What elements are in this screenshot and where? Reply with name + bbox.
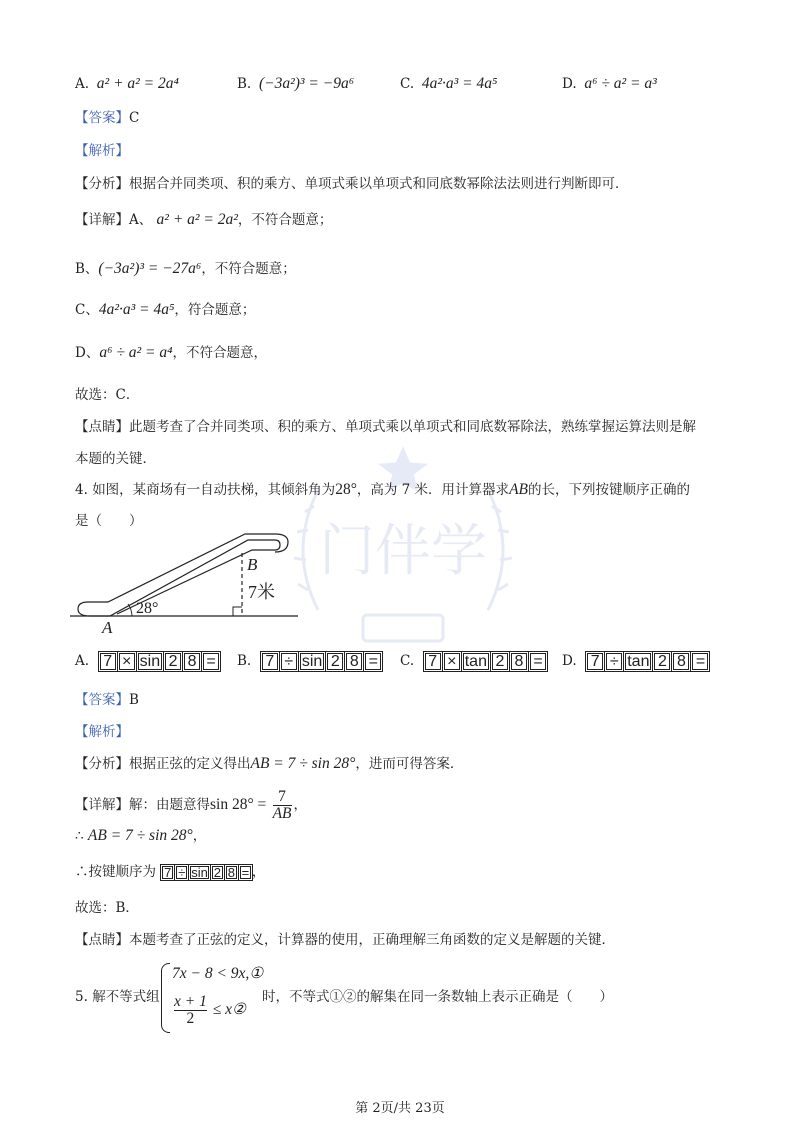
key: × <box>117 651 137 672</box>
key: 2 <box>490 651 510 672</box>
q3-comment-line1: 【点睛】此题考查了合并同类项、积的乘方、单项式乘以单项式和同底数幂除法，熟练掌握运算法则是解 <box>75 419 696 435</box>
q4-comment: 【点睛】本题考查了正弦的定义，计算器的使用，正确理解三角函数的定义是解题的关键． <box>75 932 615 948</box>
key: = <box>363 651 383 672</box>
q4-detail-line3: ∴按键顺序为 7 ÷ sin 2 8 = ， <box>75 862 265 883</box>
key: 7 <box>98 651 118 672</box>
q5-stem-end: 时，不等式①②的解集在同一条数轴上表示正确是（ ） <box>262 989 613 1005</box>
q3-option-b: B. (−3a²)³ = −9a⁶ <box>237 75 355 92</box>
label-height: 7米 <box>248 582 275 602</box>
key: ÷ <box>279 651 299 672</box>
q4-detail-line2: ∴ AB = 7 ÷ sin 28°， <box>75 827 207 844</box>
key: = <box>528 651 548 672</box>
key: 8 <box>182 651 202 672</box>
key-sequence-d <box>585 651 709 672</box>
key: ÷ <box>604 651 624 672</box>
key: 2 <box>163 651 183 672</box>
key: × <box>442 651 462 672</box>
key: tan <box>461 651 491 672</box>
key-sequence-a <box>98 651 220 672</box>
fraction-x-plus-1-over-2: $\frac{x + 1}{2}$ <box>174 993 207 1027</box>
key: 2 <box>210 864 225 881</box>
q3-detail-b: B、(−3a²)³ = −27a⁶，不符合题意； <box>75 260 296 277</box>
key: = <box>238 864 253 881</box>
q4-option-a: A. 7 × sin 2 8 = <box>75 651 220 672</box>
q4-detail-line1: 【详解】解：由题意得sin 28° = $\frac{7}{AB}$ ， <box>75 788 308 822</box>
q3-jiexi: 【解析】 <box>75 143 129 159</box>
key: sin <box>188 864 211 881</box>
key-sequence-detail <box>160 863 252 883</box>
q4-stem-line1: 4. 如图，某商场有一自动扶梯，其倾斜角为28°，高为 7 米．用计算器求AB的长，下列按键顺序正确的 <box>75 481 690 498</box>
q3-option-c: C. 4a²·a³ = 4a⁵ <box>400 75 498 92</box>
escalator-figure <box>70 530 310 640</box>
q3-detail-c: C、4a²·a³ = 4a⁵，符合题意； <box>75 301 256 318</box>
key: 7 <box>423 651 443 672</box>
key: 8 <box>671 651 691 672</box>
key: 8 <box>224 864 239 881</box>
q4-option-b: B. 7 ÷ sin 2 8 = <box>237 651 382 672</box>
watermark-text: 门伴学 <box>319 519 487 584</box>
q3-analysis: 【分析】根据合并同类项、积的乘方、单项式乘以单项式和同底数幂除法法则进行判断即可． <box>75 176 629 192</box>
key: 7 <box>585 651 605 672</box>
q5-inequality-2: $\frac{x + 1}{2}$ ≤ x② <box>174 993 246 1027</box>
q4-option-d: D. 7 ÷ tan 2 8 = <box>562 651 709 672</box>
q4-answer: 【答案】B <box>75 692 139 708</box>
watermark-logo <box>278 440 528 650</box>
q3-detail-a: 【详解】A、 a² + a² = 2a²，不符合题意； <box>75 211 333 228</box>
key: sin <box>298 651 326 672</box>
q5-stem-start: 5. 解不等式组 <box>75 989 160 1005</box>
system-brace <box>161 963 170 1033</box>
key: 7 <box>260 651 280 672</box>
q4-option-c: C. 7 × tan 2 8 = <box>400 651 547 672</box>
q4-analysis: 【分析】根据正弦的定义得出AB = 7 ÷ sin 28°，进而可得答案． <box>75 755 464 772</box>
key: 2 <box>652 651 672 672</box>
q3-answer: 【答案】C <box>75 110 140 126</box>
label-a: A <box>102 618 113 637</box>
q3-comment-line2: 本题的关键． <box>75 451 156 467</box>
key-sequence-c <box>423 651 547 672</box>
page-footer: 第 2页/共 23页 <box>355 1101 445 1116</box>
key: 7 <box>160 864 175 881</box>
q4-stem-line2: 是（ ） <box>75 513 143 529</box>
q3-option-a: A. a² + a² = 2a⁴ <box>75 75 179 92</box>
key: 2 <box>325 651 345 672</box>
key: tan <box>623 651 653 672</box>
q3-detail-d: D、a⁶ ÷ a² = a⁴，不符合题意， <box>75 344 267 361</box>
label-b: B <box>247 555 258 574</box>
key: 8 <box>509 651 529 672</box>
fraction-7-over-ab: $\frac{7}{AB}$ <box>272 788 292 822</box>
q3-option-d: D. a⁶ ÷ a² = a³ <box>562 75 657 92</box>
key: = <box>201 651 221 672</box>
key: sin <box>136 651 164 672</box>
key: ÷ <box>174 864 189 881</box>
key-sequence-b <box>260 651 382 672</box>
key: 8 <box>344 651 364 672</box>
q3-choose: 故选：C． <box>75 387 140 403</box>
q4-jiexi: 【解析】 <box>75 724 129 740</box>
q4-choose: 故选：B． <box>75 900 139 916</box>
key: = <box>690 651 710 672</box>
q5-inequality-1: 7x − 8 < 9x,① <box>172 965 264 982</box>
label-angle: 28° <box>136 600 159 617</box>
